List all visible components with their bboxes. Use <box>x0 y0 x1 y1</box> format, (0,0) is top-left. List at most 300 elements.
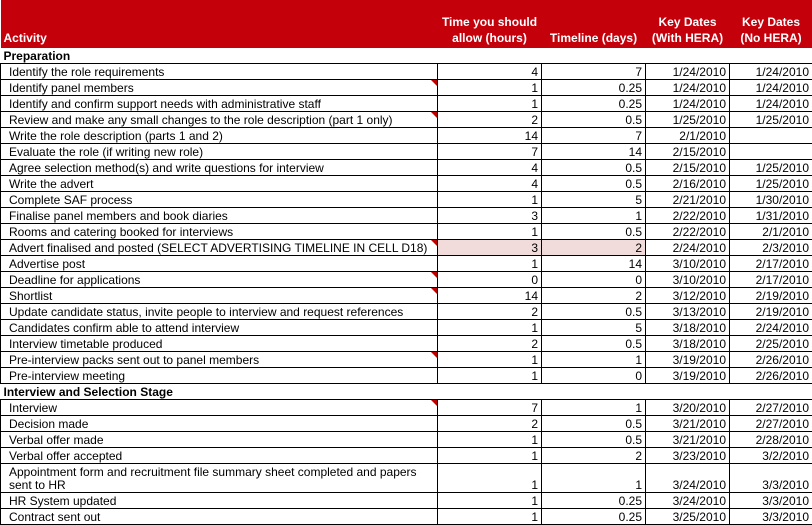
timeline-cell-text: 0.5 <box>625 433 642 447</box>
comment-indicator-icon[interactable] <box>431 240 437 246</box>
with-hera-date-cell[interactable] <box>646 224 730 240</box>
time-cell-text: 4 <box>531 177 538 191</box>
activity-cell-text: Contract sent out <box>9 510 100 524</box>
activity-cell-text: Rooms and catering booked for interviews <box>9 225 233 239</box>
with-hera-date-cell[interactable] <box>646 509 730 525</box>
timeline-cell[interactable] <box>542 336 646 352</box>
activity-cell-text: Decision made <box>9 417 88 431</box>
no-hera-date-cell-text: 1/25/2010 <box>756 177 809 191</box>
table-row <box>1 432 812 448</box>
activity-cell[interactable] <box>1 448 438 464</box>
activity-cell[interactable] <box>1 272 438 288</box>
timeline-cell[interactable] <box>542 320 646 336</box>
time-cell[interactable] <box>438 368 542 384</box>
timeline-cell[interactable] <box>542 80 646 96</box>
activity-cell[interactable] <box>1 288 438 304</box>
time-cell-text: 14 <box>525 289 538 303</box>
with-hera-date-cell[interactable] <box>646 192 730 208</box>
with-hera-date-cell[interactable] <box>646 416 730 432</box>
time-cell-text: 1 <box>531 353 538 367</box>
time-cell[interactable] <box>438 288 542 304</box>
no-hera-date-cell[interactable] <box>730 80 812 96</box>
section-empty-cell[interactable] <box>730 48 812 64</box>
activity-cell[interactable] <box>1 64 438 80</box>
with-hera-date-cell[interactable] <box>646 272 730 288</box>
activity-cell[interactable] <box>1 304 438 320</box>
with-hera-date-cell[interactable] <box>646 256 730 272</box>
with-hera-date-cell[interactable] <box>646 400 730 416</box>
activity-cell-text: Shortlist <box>9 289 52 303</box>
with-hera-date-cell-text: 3/19/2010 <box>673 369 726 383</box>
time-cell-text: 1 <box>531 97 538 111</box>
timeline-cell[interactable] <box>542 144 646 160</box>
table-row <box>1 288 812 304</box>
table-row <box>1 493 812 509</box>
activity-cell[interactable] <box>1 224 438 240</box>
with-hera-date-cell-text: 2/15/2010 <box>673 161 726 175</box>
activity-cell-text: Pre-interview meeting <box>9 369 125 383</box>
timeline-cell-text: 0.25 <box>619 97 642 111</box>
time-cell[interactable] <box>438 336 542 352</box>
section-header-row <box>1 48 812 64</box>
with-hera-date-cell-text: 3/23/2010 <box>673 449 726 463</box>
no-hera-date-cell[interactable] <box>730 352 812 368</box>
with-hera-date-cell[interactable] <box>646 368 730 384</box>
time-cell[interactable] <box>438 416 542 432</box>
comment-indicator-icon[interactable] <box>431 400 437 406</box>
time-cell-text: 1 <box>531 369 538 383</box>
no-hera-date-cell-text: 2/1/2010 <box>762 225 809 239</box>
section-empty-cell[interactable] <box>438 384 542 400</box>
no-hera-date-cell-text: 2/19/2010 <box>756 289 809 303</box>
with-hera-date-cell-text: 3/10/2010 <box>673 273 726 287</box>
activity-cell-text: Finalise panel members and book diaries <box>9 209 228 223</box>
activity-cell[interactable] <box>1 240 438 256</box>
time-cell[interactable] <box>438 112 542 128</box>
with-hera-date-cell-text: 1/24/2010 <box>673 81 726 95</box>
time-cell-text: 3 <box>531 209 538 223</box>
timeline-cell[interactable] <box>542 448 646 464</box>
section-header-row <box>1 384 812 400</box>
time-cell[interactable] <box>438 176 542 192</box>
timeline-cell[interactable] <box>542 192 646 208</box>
time-cell[interactable] <box>438 320 542 336</box>
no-hera-date-cell[interactable] <box>730 176 812 192</box>
activity-cell-text: Candidates confirm able to attend interview <box>9 321 239 335</box>
header-row <box>1 0 812 48</box>
table-row <box>1 416 812 432</box>
no-hera-date-cell-text: 2/26/2010 <box>756 369 809 383</box>
activity-cell[interactable] <box>1 368 438 384</box>
no-hera-date-cell[interactable] <box>730 509 812 525</box>
time-cell[interactable] <box>438 256 542 272</box>
table-row <box>1 192 812 208</box>
no-hera-date-cell-text: 3/3/2010 <box>762 478 809 492</box>
activity-cell[interactable] <box>1 192 438 208</box>
activity-cell-text: Evaluate the role (if writing new role) <box>9 145 203 159</box>
with-hera-date-cell[interactable] <box>646 112 730 128</box>
table-row <box>1 176 812 192</box>
time-cell[interactable] <box>438 160 542 176</box>
time-cell-text: 1 <box>531 478 538 492</box>
activity-cell[interactable] <box>1 256 438 272</box>
with-hera-date-cell[interactable] <box>646 352 730 368</box>
table-row <box>1 464 812 493</box>
timeline-cell-text: 7 <box>635 129 642 143</box>
with-hera-date-cell[interactable] <box>646 288 730 304</box>
timeline-cell-text: 5 <box>635 321 642 335</box>
activity-cell-text: Verbal offer accepted <box>9 449 122 463</box>
no-hera-date-cell-text: 1/25/2010 <box>756 113 809 127</box>
no-hera-date-cell-text: 2/19/2010 <box>756 305 809 319</box>
no-hera-date-cell[interactable] <box>730 493 812 509</box>
activity-cell[interactable] <box>1 464 438 493</box>
timeline-cell-text: 0.5 <box>625 305 642 319</box>
timeline-cell[interactable] <box>542 208 646 224</box>
table-row <box>1 320 812 336</box>
comment-indicator-icon[interactable] <box>431 80 437 86</box>
activity-cell[interactable] <box>1 336 438 352</box>
with-hera-date-cell[interactable] <box>646 464 730 493</box>
header-with-hera[interactable]: Key Dates (With HERA) <box>646 0 730 48</box>
with-hera-date-cell-text: 2/21/2010 <box>673 193 726 207</box>
time-cell[interactable] <box>438 208 542 224</box>
activity-cell[interactable] <box>1 176 438 192</box>
timeline-cell[interactable] <box>542 493 646 509</box>
activity-cell-text: Write the advert <box>9 177 93 191</box>
time-cell[interactable] <box>438 144 542 160</box>
with-hera-date-cell-text: 3/25/2010 <box>673 510 726 524</box>
comment-indicator-icon[interactable] <box>431 272 437 278</box>
no-hera-date-cell-text: 2/26/2010 <box>756 353 809 367</box>
activity-cell-text: Appointment form and recruitment file summary sheet completed and papers sent to HR <box>9 465 417 492</box>
section-title[interactable]: Interview and Selection Stage <box>1 384 438 400</box>
activity-cell-text: Agree selection method(s) and write questions for interview <box>9 161 324 175</box>
no-hera-date-cell-text: 1/24/2010 <box>756 65 809 79</box>
with-hera-date-cell-text: 3/21/2010 <box>673 433 726 447</box>
with-hera-date-cell-text: 1/24/2010 <box>673 97 726 111</box>
with-hera-date-cell[interactable] <box>646 240 730 256</box>
table-row <box>1 144 812 160</box>
no-hera-date-cell[interactable] <box>730 368 812 384</box>
time-cell[interactable] <box>438 128 542 144</box>
time-cell-text: 2 <box>531 305 538 319</box>
no-hera-date-cell[interactable] <box>730 208 812 224</box>
activity-cell[interactable] <box>1 400 438 416</box>
table-row <box>1 509 812 525</box>
timeline-cell[interactable] <box>542 272 646 288</box>
timeline-cell[interactable] <box>542 64 646 80</box>
activity-cell-text: Update candidate status, invite people to interview and request references <box>9 305 403 319</box>
no-hera-date-cell[interactable] <box>730 304 812 320</box>
with-hera-date-cell[interactable] <box>646 64 730 80</box>
table-row <box>1 272 812 288</box>
with-hera-date-cell[interactable] <box>646 208 730 224</box>
table-row <box>1 128 812 144</box>
no-hera-date-cell[interactable] <box>730 112 812 128</box>
timeline-cell[interactable] <box>542 112 646 128</box>
header-time[interactable]: Time you should allow (hours) <box>438 0 542 48</box>
comment-indicator-icon[interactable] <box>431 288 437 294</box>
timeline-cell-text: 0.25 <box>619 510 642 524</box>
section-empty-cell[interactable] <box>542 384 646 400</box>
timeline-cell[interactable] <box>542 432 646 448</box>
timeline-cell-text: 0 <box>635 369 642 383</box>
activity-cell-text: Identify panel members <box>9 81 134 95</box>
table-row <box>1 64 812 80</box>
no-hera-date-cell[interactable] <box>730 320 812 336</box>
table-row <box>1 304 812 320</box>
timeline-cell[interactable] <box>542 176 646 192</box>
activity-cell-text: Interview timetable produced <box>9 337 162 351</box>
no-hera-date-cell[interactable] <box>730 160 812 176</box>
no-hera-date-cell-text: 2/28/2010 <box>756 433 809 447</box>
time-cell-text: 1 <box>531 193 538 207</box>
activity-cell-text: Complete SAF process <box>9 193 132 207</box>
no-hera-date-cell[interactable] <box>730 128 812 144</box>
time-cell[interactable] <box>438 400 542 416</box>
timeline-cell-text: 0.5 <box>625 417 642 431</box>
with-hera-date-cell[interactable] <box>646 80 730 96</box>
no-hera-date-cell-text: 1/25/2010 <box>756 161 809 175</box>
no-hera-date-cell-text: 1/24/2010 <box>756 97 809 111</box>
section-empty-cell[interactable] <box>646 384 730 400</box>
no-hera-date-cell[interactable] <box>730 464 812 493</box>
timeline-cell[interactable] <box>542 96 646 112</box>
header-no-hera[interactable]: Key Dates (No HERA) <box>730 0 812 48</box>
timeline-cell-text: 14 <box>629 145 642 159</box>
time-cell[interactable] <box>438 96 542 112</box>
with-hera-date-cell-text: 3/24/2010 <box>673 478 726 492</box>
time-cell[interactable] <box>438 272 542 288</box>
section-title[interactable]: Preparation <box>1 48 438 64</box>
no-hera-date-cell-text: 2/24/2010 <box>756 321 809 335</box>
table-row <box>1 256 812 272</box>
with-hera-date-cell[interactable] <box>646 304 730 320</box>
timeline-cell-text: 5 <box>635 193 642 207</box>
timeline-cell-text: 0.5 <box>625 177 642 191</box>
no-hera-date-cell[interactable] <box>730 272 812 288</box>
section-empty-cell[interactable] <box>730 384 812 400</box>
no-hera-date-cell[interactable] <box>730 192 812 208</box>
time-cell-text: 1 <box>531 510 538 524</box>
section-empty-cell[interactable] <box>438 48 542 64</box>
time-cell[interactable] <box>438 64 542 80</box>
with-hera-date-cell-text: 2/22/2010 <box>673 209 726 223</box>
activity-cell[interactable] <box>1 128 438 144</box>
time-cell[interactable] <box>438 464 542 493</box>
no-hera-date-cell[interactable] <box>730 256 812 272</box>
timeline-cell-text: 0.5 <box>625 161 642 175</box>
no-hera-date-cell[interactable] <box>730 288 812 304</box>
table-row <box>1 96 812 112</box>
timeline-cell[interactable] <box>542 509 646 525</box>
activity-cell[interactable] <box>1 493 438 509</box>
time-cell[interactable] <box>438 448 542 464</box>
timeline-cell[interactable] <box>542 160 646 176</box>
no-hera-date-cell-text: 2/17/2010 <box>756 257 809 271</box>
time-cell[interactable] <box>438 224 542 240</box>
timeline-cell[interactable] <box>542 352 646 368</box>
header-activity[interactable]: Activity <box>1 0 438 48</box>
comment-indicator-icon[interactable] <box>431 352 437 358</box>
timeline-cell-text: 2 <box>635 241 642 255</box>
activity-cell-text: HR System updated <box>9 494 116 508</box>
header-timeline[interactable]: Timeline (days) <box>542 0 646 48</box>
with-hera-date-cell[interactable] <box>646 320 730 336</box>
activity-cell-text: Review and make any small changes to the role description (part 1 only) <box>9 113 393 127</box>
with-hera-date-cell[interactable] <box>646 432 730 448</box>
no-hera-date-cell-text: 2/3/2010 <box>762 241 809 255</box>
with-hera-date-cell[interactable] <box>646 96 730 112</box>
with-hera-date-cell[interactable] <box>646 144 730 160</box>
time-cell-text: 1 <box>531 449 538 463</box>
timeline-cell-text: 14 <box>629 257 642 271</box>
no-hera-date-cell-text: 3/3/2010 <box>762 494 809 508</box>
time-cell[interactable] <box>438 352 542 368</box>
activity-cell-text: Write the role description (parts 1 and 2) <box>9 129 223 143</box>
with-hera-date-cell[interactable] <box>646 160 730 176</box>
timeline-cell[interactable] <box>542 224 646 240</box>
time-cell[interactable] <box>438 432 542 448</box>
with-hera-date-cell-text: 1/24/2010 <box>673 65 726 79</box>
activity-cell[interactable] <box>1 160 438 176</box>
no-hera-date-cell[interactable] <box>730 224 812 240</box>
table-row <box>1 336 812 352</box>
time-cell-text: 3 <box>531 241 538 255</box>
activity-cell-text: Advert finalised and posted (SELECT ADVERTISING TIMELINE IN CELL D18) <box>9 241 427 255</box>
no-hera-date-cell[interactable] <box>730 432 812 448</box>
time-cell-text: 1 <box>531 81 538 95</box>
time-cell[interactable] <box>438 509 542 525</box>
activity-cell[interactable] <box>1 144 438 160</box>
activity-cell-text: Advertise post <box>9 257 85 271</box>
timeline-cell-text: 0 <box>635 273 642 287</box>
time-cell[interactable] <box>438 240 542 256</box>
timeline-cell[interactable] <box>542 304 646 320</box>
with-hera-date-cell[interactable] <box>646 176 730 192</box>
with-hera-date-cell-text: 3/18/2010 <box>673 337 726 351</box>
timeline-cell-text: 2 <box>635 289 642 303</box>
activity-cell-text: Deadline for applications <box>9 273 140 287</box>
with-hera-date-cell[interactable] <box>646 448 730 464</box>
activity-cell[interactable] <box>1 432 438 448</box>
no-hera-date-cell[interactable] <box>730 96 812 112</box>
time-cell-text: 14 <box>525 129 538 143</box>
with-hera-date-cell-text: 2/24/2010 <box>673 241 726 255</box>
timeline-cell[interactable] <box>542 400 646 416</box>
no-hera-date-cell-text: 2/27/2010 <box>756 417 809 431</box>
activity-cell[interactable] <box>1 208 438 224</box>
time-cell-text: 7 <box>531 145 538 159</box>
with-hera-date-cell-text: 2/1/2010 <box>679 129 726 143</box>
timeline-cell[interactable] <box>542 240 646 256</box>
time-cell[interactable] <box>438 192 542 208</box>
table-row <box>1 368 812 384</box>
no-hera-date-cell[interactable] <box>730 64 812 80</box>
time-cell[interactable] <box>438 493 542 509</box>
with-hera-date-cell-text: 3/19/2010 <box>673 353 726 367</box>
timeline-cell-text: 0.25 <box>619 494 642 508</box>
timeline-cell-text: 2 <box>635 449 642 463</box>
no-hera-date-cell[interactable] <box>730 336 812 352</box>
time-cell[interactable] <box>438 80 542 96</box>
table-row <box>1 80 812 96</box>
table-row <box>1 400 812 416</box>
section-empty-cell[interactable] <box>646 48 730 64</box>
table-row <box>1 160 812 176</box>
timeline-cell[interactable] <box>542 288 646 304</box>
with-hera-date-cell-text: 3/13/2010 <box>673 305 726 319</box>
time-cell-text: 1 <box>531 257 538 271</box>
time-cell-text: 7 <box>531 401 538 415</box>
time-cell-text: 1 <box>531 433 538 447</box>
timeline-cell[interactable] <box>542 256 646 272</box>
time-cell-text: 2 <box>531 113 538 127</box>
activity-cell-text: Verbal offer made <box>9 433 104 447</box>
timeline-cell[interactable] <box>542 416 646 432</box>
activity-cell[interactable] <box>1 352 438 368</box>
with-hera-date-cell-text: 3/24/2010 <box>673 494 726 508</box>
activity-cell-text: Interview <box>9 401 57 415</box>
no-hera-date-cell-text: 1/24/2010 <box>756 81 809 95</box>
table-row <box>1 352 812 368</box>
no-hera-date-cell-text: 1/30/2010 <box>756 193 809 207</box>
timeline-cell[interactable] <box>542 368 646 384</box>
activity-cell-text: Pre-interview packs sent out to panel members <box>9 353 259 367</box>
with-hera-date-cell-text: 2/16/2010 <box>673 177 726 191</box>
with-hera-date-cell[interactable] <box>646 336 730 352</box>
timeline-cell-text: 1 <box>635 478 642 492</box>
with-hera-date-cell-text: 2/22/2010 <box>673 225 726 239</box>
activity-cell[interactable] <box>1 416 438 432</box>
no-hera-date-cell[interactable] <box>730 448 812 464</box>
section-empty-cell[interactable] <box>542 48 646 64</box>
no-hera-date-cell[interactable] <box>730 400 812 416</box>
timeline-cell-text: 0.5 <box>625 113 642 127</box>
timeline-cell-text: 0.25 <box>619 81 642 95</box>
no-hera-date-cell-text: 1/31/2010 <box>756 209 809 223</box>
with-hera-date-cell[interactable] <box>646 493 730 509</box>
time-cell-text: 4 <box>531 65 538 79</box>
comment-indicator-icon[interactable] <box>431 112 437 118</box>
no-hera-date-cell[interactable] <box>730 144 812 160</box>
no-hera-date-cell-text: 2/17/2010 <box>756 273 809 287</box>
with-hera-date-cell-text: 3/12/2010 <box>673 289 726 303</box>
activity-cell[interactable] <box>1 320 438 336</box>
no-hera-date-cell[interactable] <box>730 416 812 432</box>
activity-cell[interactable] <box>1 80 438 96</box>
table-row <box>1 208 812 224</box>
table-row <box>1 224 812 240</box>
with-hera-date-cell-text: 3/10/2010 <box>673 257 726 271</box>
activity-cell[interactable] <box>1 112 438 128</box>
with-hera-date-cell-text: 3/18/2010 <box>673 321 726 335</box>
timeline-cell-text: 1 <box>635 401 642 415</box>
activity-cell[interactable] <box>1 509 438 525</box>
timeline-cell[interactable] <box>542 128 646 144</box>
timeline-cell[interactable] <box>542 464 646 493</box>
time-cell[interactable] <box>438 304 542 320</box>
with-hera-date-cell[interactable] <box>646 128 730 144</box>
activity-cell[interactable] <box>1 96 438 112</box>
activity-cell-text: Identify and confirm support needs with administrative staff <box>9 97 321 111</box>
table-row <box>1 448 812 464</box>
no-hera-date-cell[interactable] <box>730 240 812 256</box>
time-cell-text: 2 <box>531 337 538 351</box>
timeline-cell-text: 0.5 <box>625 225 642 239</box>
with-hera-date-cell-text: 1/25/2010 <box>673 113 726 127</box>
